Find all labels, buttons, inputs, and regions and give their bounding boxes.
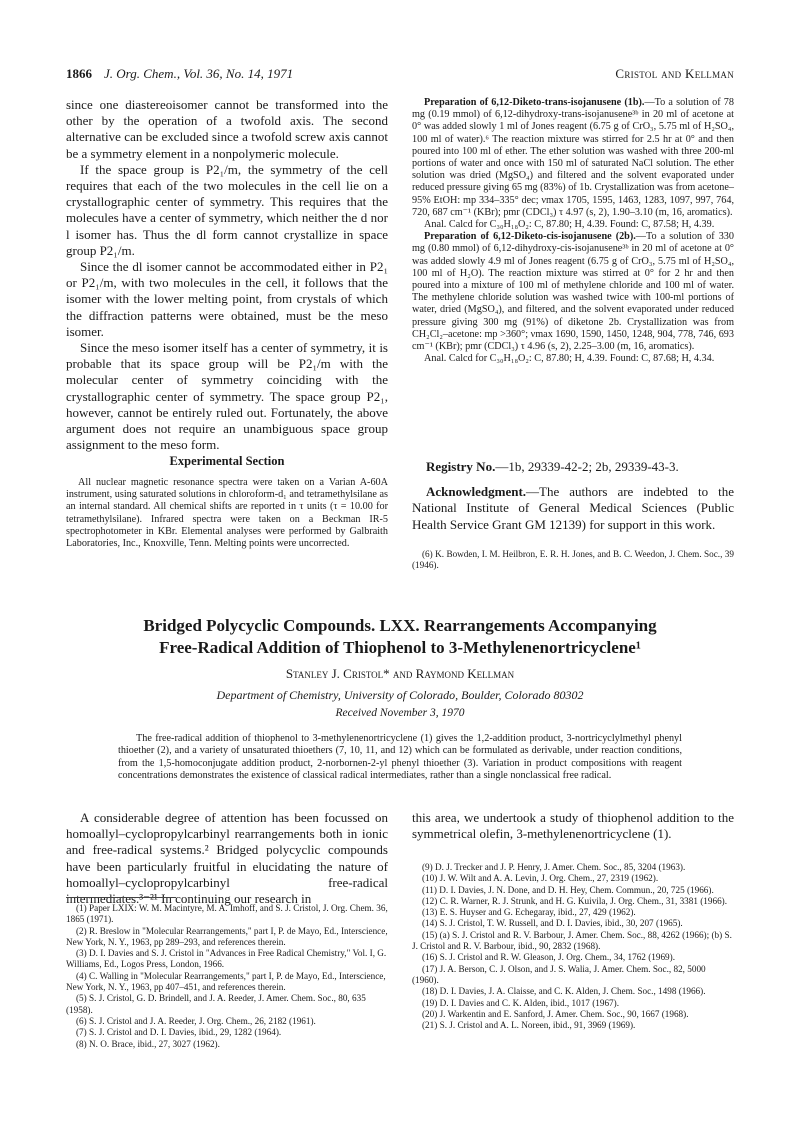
page-number: 1866	[66, 66, 92, 81]
footnote-divider	[66, 897, 176, 898]
article-title-line: Bridged Polycyclic Compounds. LXX. Rearrangements Accompanying	[143, 616, 657, 635]
body-paragraph: If the space group is P2₁/m, the symmetry of the cell requires that each of the two molecules in the cell lie on a crystallographic center of symmetry. This requires that the molecules have a center of symmetry, which neither the d nor l isomer has. Thus the dl form cannot crystallize in space group P2₁/m.	[66, 161, 388, 258]
footnote: (14) S. J. Cristol, T. W. Russell, and D. I. Davies, ibid., 30, 207 (1965).	[422, 918, 683, 929]
body-paragraph: since one diastereoisomer cannot be transformed into the other by the operation of a twofold axis. The second alternative can be excluded since a twofold screw axis cannot be a symmetry element in a nonpolymeric molecule.	[66, 97, 388, 161]
acknowledgment-text: —The authors are indebted to the National Institute of General Medical Sciences (Public Health Service Grant GM 12139) for support in this work.	[412, 484, 734, 532]
footnote: (7) S. J. Cristol and D. I. Davies, ibid., 29, 1282 (1964).	[76, 1027, 282, 1038]
footnote: (5) S. J. Cristol, G. D. Brindell, and J. A. Reeder, J. Amer. Chem. Soc., 80, 635 (1958).	[66, 993, 366, 1015]
running-header	[66, 66, 734, 82]
analysis-1b: Anal. Calcd for C₃₀H₁₈O₂: C, 87.80; H, 4.39. Found: C, 87.58; H, 4.39.	[424, 219, 715, 231]
article-affiliation: Department of Chemistry, University of Colorado, Boulder, Colorado 80302	[216, 688, 584, 702]
body-paragraph: Since the meso isomer itself has a center of symmetry, it is probable that its space group will be P2₁/m with the molecular center of symmetry coinciding with the crystallographic center of symmetry. The space group P2₁, however, cannot be entirely ruled out. Fortunately, the above argument does not require an unambiguous space group assignment to the meso form.	[66, 340, 388, 453]
footnote: (13) E. S. Huyser and G. Echegaray, ibid., 27, 429 (1962).	[422, 907, 636, 918]
registry-and-acknowledgment	[412, 459, 734, 533]
experimental-text: All nuclear magnetic resonance spectra were taken on a Varian A-60A instrument, using saturated solutions in chloroform-d₁ and tetramethylsilane as an internal standard. All chemical shifts are reported in τ units (τ = 10.00 for tetramethylsilane). Infrared spectra were taken on a Beckman IR-5 spectrophotometer in KBr. Elemental analyses were performed by Galbraith Laboratories, Inc., Knoxville, Tenn. Melting points were uncorrected.	[66, 477, 388, 550]
registry-numbers	[412, 459, 734, 475]
footnote: (17) J. A. Berson, C. J. Olson, and J. S. Walia, J. Amer. Chem. Soc., 82, 5000 (1960).	[412, 963, 706, 985]
acknowledgment-label: Acknowledgment.	[426, 484, 527, 500]
footnote: (12) C. R. Warner, R. J. Strunk, and H. G. Kuivila, J. Org. Chem., 31, 3381 (1966).	[422, 895, 728, 906]
preparation-2b	[412, 231, 734, 353]
footnote: (16) S. J. Cristol and R. W. Gleason, J. Org. Chem., 34, 1762 (1969).	[422, 952, 675, 963]
footnote: (1) Paper LXIX: W. M. Macintyre, M. A. Imhoff, and S. J. Cristol, J. Org. Chem. 36, 1865 (1971).	[66, 903, 388, 925]
footnotes-right	[412, 862, 734, 1031]
footnote: (6) S. J. Cristol and J. A. Reeder, J. Org. Chem., 26, 2182 (1961).	[76, 1015, 316, 1026]
previous-article-column-left	[66, 97, 388, 453]
body-paragraph: A considerable degree of attention has been focussed on homoallyl–cyclopropylcarbinyl rearrangements both in ionic and free-radical systems.² Bridged polycyclic compounds have been particularly fruitful in elucidating the nature of homoallyl–cyclopropylcarbinyl free-radical intermediates.³⁻²¹ In continuing our research in	[66, 810, 388, 907]
footnote: (3) D. I. Davies and S. J. Cristol in "Advances in Free Radical Chemistry," Vol. I, G. Williams, Ed., Logos Press, London, 1966.	[66, 948, 387, 970]
footnote: (10) J. W. Wilt and A. A. Levin, J. Org. Chem., 27, 2319 (1962).	[422, 873, 659, 884]
analysis-2b: Anal. Calcd for C₃₀H₁₈O₂: C, 87.80; H, 4.39. Found: C, 87.68; H, 4.34.	[424, 353, 715, 365]
experimental-section	[66, 454, 388, 550]
registry-label: Registry No.	[426, 459, 496, 474]
footnotes-left	[66, 903, 388, 1050]
footnote: (19) D. I. Davies and C. K. Alden, ibid., 1017 (1967).	[422, 997, 619, 1008]
footnote: (2) R. Breslow in "Molecular Rearrangements," part I, P. de Mayo, Ed., Interscience, New York, N. Y., 1963, pp 289–293, and references therein.	[66, 925, 388, 947]
footnote: (18) D. I. Davies, J. A. Claisse, and C. K. Alden, J. Chem. Soc., 1498 (1966).	[422, 986, 706, 997]
body-paragraph: Since the dl isomer cannot be accommodated either in P2₁ or P2₁/m, with two molecules in the cell, it follows that the isomer with the lower melting point, from crystals of which the diffraction patterns were obtained, must be the meso isomer.	[66, 259, 388, 339]
article-authors: Stanley J. Cristol* and Raymond Kellman	[285, 666, 515, 681]
acknowledgment	[412, 484, 734, 533]
received-date: Received November 3, 1970	[335, 707, 465, 719]
footnote: (8) N. O. Brace, ibid., 27, 3027 (1962).	[76, 1038, 220, 1049]
preparation-title: Preparation of 6,12-Diketo-trans-isojanusene (1b).	[424, 97, 645, 108]
footnote: (20) J. Warkentin and E. Sanford, J. Amer. Chem. Soc., 90, 1667 (1968).	[422, 1008, 689, 1019]
article-body-left	[66, 810, 388, 907]
body-paragraph: this area, we undertook a study of thiophenol addition to the symmetrical olefin, 3-methylenenortricyclene (1).	[412, 810, 734, 842]
article-body-right	[412, 810, 734, 842]
footnote: (15) (a) S. J. Cristol and R. V. Barbour, J. Amer. Chem. Soc., 88, 4262 (1966); (b) S. J. Cristol and R. V. Barbour, ibid., 90, 2832 (1968).	[412, 929, 732, 952]
section-heading: Experimental Section	[169, 454, 285, 468]
footnote: (21) S. J. Cristol and A. L. Noreen, ibid., 91, 3969 (1969).	[422, 1020, 636, 1031]
footnote: (9) D. J. Trecker and J. P. Henry, J. Amer. Chem. Soc., 85, 3204 (1963).	[422, 862, 686, 872]
footnote: (4) C. Walling in "Molecular Rearrangements," part I, P. de Mayo, Ed., Interscience, New York, N. Y., 1963, pp 407–451, and references therein.	[66, 970, 386, 993]
previous-article-column-right	[412, 97, 734, 365]
footnote: (6) K. Bowden, I. M. Heilbron, E. R. H. Jones, and B. C. Weedon, J. Chem. Soc., 39 (1946).	[412, 549, 734, 571]
article-title	[66, 615, 734, 659]
footnote-block-top	[412, 549, 734, 572]
journal-citation: J. Org. Chem., Vol. 36, No. 14, 1971	[104, 66, 294, 81]
abstract: The free-radical addition of thiophenol to 3-methylenenortricyclene (1) gives the 1,2-addition product, 3-nortricyclylmethyl phenyl thioether (2), and a variety of unsaturated thioethers (7, 10, 11, and 12) which can be formulated as derivable, under reaction conditions, from the 1,5-homoconjugate addition product, 2-norbornen-2-yl phenyl thioether (3). Variation in product compositions with reagent concentrations demonstrates the existence of classical radical intermediates, rather than a single nonclassical free radical.	[118, 733, 682, 782]
footnote: (11) D. I. Davies, J. N. Done, and D. H. Hey, Chem. Commun., 20, 725 (1966).	[422, 884, 714, 895]
preparation-text: —To a solution of 330 mg (0.80 mmol) of 6,12-dihydroxy-cis-isojanusene³ᵇ in 20 ml of acetone at 0° was added slowly 4.9 ml of Jones reagent (6.75 g of CrO₃, 5.75 ml of H₂SO₄, 100 ml of H₂O). The reaction mixture was stirred at 0° for 2 hr and then poured into a mixture of 100 ml of methylene chloride and 100 ml of water. The methylene chloride solution was washed twice with 100-ml portions of water, dried (MgSO₄), and filtered, and the solvent evaporated under reduced pressure giving 300 mg (91%) of diketone 2b. Crystallization was from CH₂Cl₂–acetone: mp >360°; νmax 1690, 1590, 1450, 1248, 904, 778, 746, 693 cm⁻¹ (KBr); pmr (CDCl₃) τ 4.96 (s, 2), 2.25–3.00 (m, 16, aromatics).	[412, 231, 734, 353]
preparation-text: —To a solution of 78 mg (0.19 mmol) of 6,12-dihydroxy-trans-isojanusene³ᵇ in 20 ml of acetone at 0° was added slowly 1 ml of Jones reagent (6.75 g of CrO₃, 5.75 ml of H₂SO₄, 100 ml of water).⁶ The reaction mixture was stirred for 2.5 hr at 0° and then poured into 100 ml of ether. The ether solution was washed with three 200-ml portions of water and once with 150 ml of saturated NaCl solution. The ether solution was dried (MgSO₄) and filtered and the solvent evaporated under reduced pressure giving 65 mg (83%) of 1b. Crystallization was from acetone–95% EtOH: mp 334–335° dec; νmax 1705, 1595, 1463, 1283, 1097, 997, 764, 720, 687 cm⁻¹ (KBr); pmr (CDCl₃) τ 4.97 (s, 2), 1.90–3.10 (m, 16, aromatics).	[412, 97, 734, 218]
running-authors: Cristol and Kellman	[615, 66, 734, 81]
registry-text: —1b, 29339-42-2; 2b, 29339-43-3.	[495, 459, 679, 474]
article-title-line: Free-Radical Addition of Thiophenol to 3-Methylenenortricyclene¹	[159, 638, 641, 657]
preparation-title: Preparation of 6,12-Diketo-cis-isojanusene (2b).	[424, 231, 636, 243]
preparation-1b	[412, 97, 734, 219]
